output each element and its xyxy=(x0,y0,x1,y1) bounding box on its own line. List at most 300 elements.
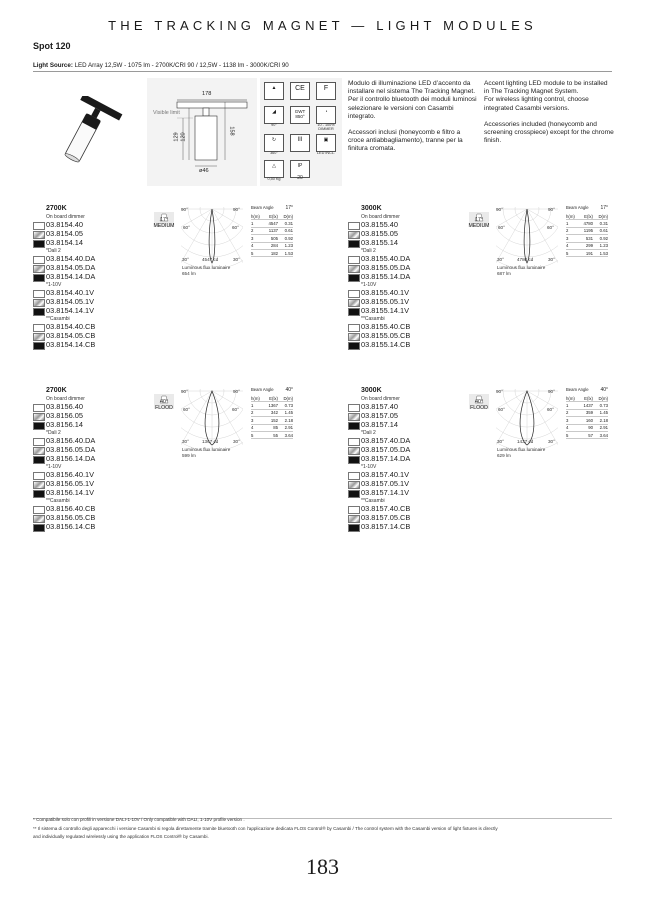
table-cell: 1437 xyxy=(583,403,593,409)
beam-angle-label: 17° xyxy=(475,217,483,223)
section-title: THE TRACKING MAGNET — LIGHT MODULES xyxy=(108,18,537,33)
table-cell: 0.92 xyxy=(599,235,608,241)
table-row xyxy=(251,235,293,242)
polar-label-90-right: 90° xyxy=(233,389,240,394)
table-row xyxy=(251,228,293,235)
table-row xyxy=(566,432,608,439)
polar-label-90-right: 90° xyxy=(233,207,240,212)
table-row xyxy=(566,402,608,409)
table-cell: 0.73 xyxy=(284,403,293,409)
dim-129: 129 xyxy=(173,132,180,142)
table-cell: 3 xyxy=(251,417,254,423)
finish-swatch xyxy=(33,413,45,422)
finish-swatch xyxy=(348,231,360,240)
ip-value: 20 xyxy=(297,175,303,181)
product-code: 03.8157.14.DA xyxy=(361,454,411,463)
table-row xyxy=(566,228,608,235)
peak-intensity: 4547 cd xyxy=(202,257,219,262)
class-iii-icon: III xyxy=(290,134,310,152)
light-source-text: LED Array 12,5W - 1075 lm - 2700K/CRI 90 / 12,5W - 1138 lm - 3000K/CRI 90 xyxy=(72,62,289,69)
peak-intensity: 1367 cd xyxy=(202,439,219,444)
table-cell: 3.64 xyxy=(599,432,608,438)
table-cell: 1.45 xyxy=(284,410,293,416)
table-cell: 1137 xyxy=(268,228,278,234)
table-cell: 531 xyxy=(585,235,593,241)
f-mark-icon: F xyxy=(316,82,336,100)
dim-158: 158 xyxy=(228,126,235,136)
finish-swatch xyxy=(33,472,45,481)
spot-angle-icon: ▲ xyxy=(264,82,284,100)
table-cell: 3 xyxy=(251,235,254,241)
light-source-label: Light Source: xyxy=(33,62,73,69)
finish-swatch xyxy=(33,515,45,524)
finish-swatch xyxy=(33,481,45,490)
beam-name-label: MEDIUM xyxy=(468,223,490,229)
product-code: 03.8157.05.1V xyxy=(361,479,410,488)
finish-swatch xyxy=(348,308,360,317)
product-code: 03.8154.14.CB xyxy=(46,340,96,349)
polar-label-60-left: 60° xyxy=(498,407,505,412)
table-cell: 5 xyxy=(251,432,254,438)
table-row xyxy=(251,250,293,257)
product-code: 03.8155.05 xyxy=(361,229,398,238)
led-icon: ▣ xyxy=(316,134,336,152)
product-code: 03.8154.14.1V xyxy=(46,306,95,315)
table-column-header: h(m) xyxy=(251,213,260,219)
table-cell: 182 xyxy=(270,250,278,256)
table-cell: 0.31 xyxy=(284,221,293,227)
page-number: 183 xyxy=(306,854,339,879)
product-code: 03.8155.05.DA xyxy=(361,263,411,272)
product-code: 03.8157.14 xyxy=(361,420,398,429)
finish-swatch xyxy=(348,524,360,533)
variant-block xyxy=(348,205,628,385)
group-label: *Dali 2 xyxy=(361,430,376,436)
product-code: 03.8156.40.CB xyxy=(46,504,96,513)
desc-en-2: For wireless lighting control, choose integrated Casambi versions. xyxy=(484,96,589,112)
product-code: 03.8156.05.DA xyxy=(46,445,96,454)
beam-name-label: FLOOD xyxy=(155,405,173,411)
table-column-header: E(lx) xyxy=(269,213,278,219)
product-code: 03.8156.14.DA xyxy=(46,454,96,463)
product-code: 03.8156.05.CB xyxy=(46,513,96,522)
certification-icons xyxy=(260,78,342,186)
finish-swatch xyxy=(348,438,360,447)
table-cell: 299 xyxy=(585,243,593,249)
table-cell: 1 xyxy=(251,221,254,227)
table-row xyxy=(251,432,293,439)
beam-angle-value: 40° xyxy=(600,387,608,393)
polar-label-90-right: 90° xyxy=(548,389,555,394)
tilt-label: 90° xyxy=(271,123,277,127)
table-cell: 284 xyxy=(270,243,278,249)
table-cell: 4 xyxy=(251,243,254,249)
product-code: 03.8154.05 xyxy=(46,229,83,238)
table-cell: 191 xyxy=(585,250,593,256)
product-code: 03.8156.14.1V xyxy=(46,488,95,497)
table-cell: 1 xyxy=(566,221,569,227)
table-cell: 1 xyxy=(251,403,254,409)
finish-swatch xyxy=(348,490,360,499)
on-board-dimmer-label: On board dimmer xyxy=(361,396,400,402)
product-code: 03.8155.40 xyxy=(361,220,398,229)
table-cell: 5 xyxy=(251,250,254,256)
group-label: *Dali 2 xyxy=(361,248,376,254)
table-row xyxy=(566,410,608,417)
product-code: 03.8156.40.DA xyxy=(46,436,96,445)
table-cell: 0.92 xyxy=(284,235,293,241)
table-row xyxy=(566,235,608,242)
rotation-label: 360° xyxy=(270,151,278,155)
finish-swatch xyxy=(348,472,360,481)
finish-swatch xyxy=(33,324,45,333)
table-cell: 5 xyxy=(566,432,569,438)
table-cell: 2.91 xyxy=(599,425,608,431)
ce-icon: CE xyxy=(290,82,310,100)
dimmer-icon: ◔ xyxy=(316,106,336,124)
product-code: 03.8155.05.1V xyxy=(361,297,410,306)
table-row xyxy=(566,425,608,432)
product-code: 03.8154.14 xyxy=(46,238,83,247)
table-cell: 1.23 xyxy=(599,243,608,249)
polar-label-60-left: 60° xyxy=(183,407,190,412)
table-column-header: h(m) xyxy=(566,213,575,219)
description-italian xyxy=(348,80,478,162)
product-code: 03.8156.05.1V xyxy=(46,479,95,488)
on-board-dimmer-label: On board dimmer xyxy=(46,214,85,220)
group-label: *1-10V xyxy=(361,282,377,288)
polar-label-60-left: 60° xyxy=(183,225,190,230)
product-code: 03.8154.40 xyxy=(46,220,83,229)
finish-swatch xyxy=(348,299,360,308)
illuminance-table xyxy=(251,205,293,257)
finish-swatch xyxy=(348,422,360,431)
product-code: 03.8155.40.DA xyxy=(361,254,411,263)
table-column-header: E(lx) xyxy=(584,395,593,401)
desc-en-3: Accessories included (honeycomb and screening crosspiece) except for the chrome finish. xyxy=(484,120,614,145)
finish-swatch xyxy=(348,256,360,265)
group-label: *1-10V xyxy=(46,464,62,470)
finish-swatch xyxy=(348,274,360,283)
luminous-flux-label: Luminous flux luminaire xyxy=(182,265,231,270)
illuminance-table xyxy=(566,387,608,439)
visible-limit-label: Visible limit xyxy=(153,110,180,116)
group-label: *1-10V xyxy=(361,464,377,470)
polar-label-30-left: 30° xyxy=(182,257,189,262)
product-code: 03.8154.40.DA xyxy=(46,254,96,263)
product-code: 03.8155.14 xyxy=(361,238,398,247)
finish-swatch xyxy=(33,342,45,351)
on-board-dimmer-label: On board dimmer xyxy=(361,214,400,220)
variant-block xyxy=(33,387,313,567)
product-code: 03.8154.40.CB xyxy=(46,322,96,331)
finish-swatch xyxy=(33,506,45,515)
finish-swatch xyxy=(348,240,360,249)
polar-label-90-left: 90° xyxy=(181,389,188,394)
beam-angle-value: 17° xyxy=(600,205,608,211)
description-english xyxy=(484,80,614,153)
table-cell: 5 xyxy=(566,250,569,256)
group-label: *Dali 2 xyxy=(46,248,61,254)
finish-swatch xyxy=(348,404,360,413)
finish-swatch xyxy=(33,447,45,456)
finish-swatch xyxy=(33,222,45,231)
table-cell: 57 xyxy=(588,432,593,438)
table-cell: 4 xyxy=(251,425,254,431)
table-row xyxy=(566,417,608,424)
table-cell: 4 xyxy=(566,425,569,431)
table-row xyxy=(251,220,293,227)
table-cell: 0.61 xyxy=(599,228,608,234)
polar-label-90-right: 90° xyxy=(548,207,555,212)
illuminance-table xyxy=(566,205,608,257)
tilt-icon: ◢ xyxy=(264,106,284,124)
product-code: 03.8154.14.DA xyxy=(46,272,96,281)
table-cell: 55 xyxy=(273,432,278,438)
table-cell: 85 xyxy=(273,425,278,431)
product-image xyxy=(60,96,130,176)
finish-swatch xyxy=(348,333,360,342)
variant-block xyxy=(348,387,628,567)
polar-label-30-left: 30° xyxy=(182,439,189,444)
product-code: 03.8154.05.1V xyxy=(46,297,95,306)
beam-name-label: FLOOD xyxy=(470,405,488,411)
table-cell: 1.23 xyxy=(284,243,293,249)
table-column-header: h(m) xyxy=(251,395,260,401)
table-cell: 1.53 xyxy=(284,250,293,256)
weight-icon: △ xyxy=(264,160,284,178)
finish-swatch xyxy=(33,404,45,413)
table-cell: 4547 xyxy=(268,221,278,227)
polar-label-30-right: 30° xyxy=(233,439,240,444)
desc-it-2: Per il controllo bluetooth dei moduli luminosi selezionare le versioni con Casambi integrato. xyxy=(348,96,477,120)
beam-angle-label: 40° xyxy=(475,399,483,405)
polar-label-60-right: 60° xyxy=(232,225,239,230)
luminous-flux-value: 629 lm xyxy=(497,453,511,458)
table-cell: 4 xyxy=(566,243,569,249)
finish-swatch xyxy=(33,274,45,283)
product-code: 03.8156.40 xyxy=(46,402,83,411)
table-row xyxy=(566,220,608,227)
table-cell: 505 xyxy=(270,235,278,241)
finish-swatch xyxy=(33,490,45,499)
beam-angle-header: Beam Angle xyxy=(566,387,589,392)
table-header-row xyxy=(566,395,608,402)
illuminance-table xyxy=(251,387,293,439)
product-code: 03.8157.14.CB xyxy=(361,522,411,531)
finish-swatch xyxy=(348,515,360,524)
product-code: 03.8155.40.1V xyxy=(361,288,410,297)
finish-swatch xyxy=(33,256,45,265)
table-row xyxy=(251,243,293,250)
polar-label-90-left: 90° xyxy=(181,207,188,212)
table-cell: 1.45 xyxy=(599,410,608,416)
product-code: 03.8154.05.DA xyxy=(46,263,96,272)
table-row xyxy=(251,410,293,417)
product-code: 03.8157.05.DA xyxy=(361,445,411,454)
table-title-row xyxy=(566,387,608,395)
table-column-header: E(lx) xyxy=(269,395,278,401)
polar-label-30-right: 30° xyxy=(233,257,240,262)
table-title-row xyxy=(251,387,293,395)
beam-angle-header: Beam Angle xyxy=(251,387,274,392)
ip-label: IP xyxy=(297,163,303,169)
table-cell: 2.18 xyxy=(599,417,608,423)
finish-swatch xyxy=(33,231,45,240)
table-column-header: D(m) xyxy=(598,395,608,401)
product-code: 03.8154.05.CB xyxy=(46,331,96,340)
polar-label-30-left: 30° xyxy=(497,257,504,262)
dim-width: 178 xyxy=(202,91,212,97)
footnotes xyxy=(33,816,623,842)
table-cell: 1 xyxy=(566,403,569,409)
polar-label-30-right: 30° xyxy=(548,257,555,262)
cct-heading: 2700K xyxy=(46,205,67,212)
group-label: *1-10V xyxy=(46,282,62,288)
dim-diameter: ø46 xyxy=(199,168,209,174)
product-code: 03.8157.40.CB xyxy=(361,504,411,513)
table-column-header: D(m) xyxy=(283,395,293,401)
table-cell: 359 xyxy=(585,410,593,416)
product-code: 03.8157.14.1V xyxy=(361,488,410,497)
table-row xyxy=(251,425,293,432)
table-cell: 1195 xyxy=(583,228,593,234)
table-row xyxy=(251,402,293,409)
group-label: **Casambi xyxy=(361,498,385,504)
product-code: 03.8156.14.CB xyxy=(46,522,96,531)
finish-swatch xyxy=(348,342,360,351)
polar-label-30-left: 30° xyxy=(497,439,504,444)
gwt-icon: GWT 850° xyxy=(290,106,310,124)
polar-label-90-left: 90° xyxy=(496,207,503,212)
desc-it-1: Modulo di illuminazione LED d’accento da installare nel sistema The Tracking Magnet. xyxy=(348,80,476,96)
polar-label-90-left: 90° xyxy=(496,389,503,394)
finish-swatch xyxy=(33,422,45,431)
finish-swatch xyxy=(348,447,360,456)
rotation-icon: ↻ xyxy=(264,134,284,152)
table-cell: 3 xyxy=(566,417,569,423)
finish-swatch xyxy=(33,438,45,447)
finish-swatch xyxy=(348,265,360,274)
table-cell: 4780 xyxy=(583,221,593,227)
header-rule xyxy=(33,71,612,72)
product-code: 03.8157.40.1V xyxy=(361,470,410,479)
desc-en-1: Accent lighting LED module to be installed in The Tracking Magnet System. xyxy=(484,80,608,96)
table-cell: 2 xyxy=(566,410,569,416)
finish-swatch xyxy=(348,413,360,422)
footnote-3: and individually regulated wirelessly using the application FLOS Control® by Casambi. xyxy=(33,834,209,840)
luminous-flux-value: 654 lm xyxy=(182,271,196,276)
table-row xyxy=(251,417,293,424)
finish-swatch xyxy=(33,524,45,533)
product-code: 03.8156.40.1V xyxy=(46,470,95,479)
finish-swatch xyxy=(33,308,45,317)
finish-swatch xyxy=(348,324,360,333)
variant-block xyxy=(33,205,313,385)
polar-label-30-right: 30° xyxy=(548,439,555,444)
product-name: Spot 120 xyxy=(33,41,71,51)
cct-heading: 3000K xyxy=(361,205,382,212)
finish-swatch xyxy=(348,222,360,231)
table-column-header: D(m) xyxy=(598,213,608,219)
beam-angle-value: 17° xyxy=(285,205,293,211)
peak-intensity: 1437 cd xyxy=(517,439,534,444)
polar-label-60-right: 60° xyxy=(547,407,554,412)
beam-angle-value: 40° xyxy=(285,387,293,393)
footnote-1: * Compatibile solo con profili in versione DALI-1-10V / Only compatible with DALI, 1-10V profile version . xyxy=(33,817,245,822)
table-title-row xyxy=(251,205,293,213)
finish-swatch xyxy=(348,481,360,490)
finish-swatch xyxy=(348,290,360,299)
on-board-dimmer-label: On board dimmer xyxy=(46,396,85,402)
table-cell: 3.64 xyxy=(284,432,293,438)
product-code: 03.8154.40.1V xyxy=(46,288,95,297)
polar-label-60-left: 60° xyxy=(498,225,505,230)
table-header-row xyxy=(566,213,608,220)
product-code: 03.8155.14.CB xyxy=(361,340,411,349)
luminous-flux-value: 687 lm xyxy=(497,271,511,276)
product-code: 03.8156.05 xyxy=(46,411,83,420)
table-cell: 0.61 xyxy=(284,228,293,234)
luminous-flux-value: 599 lm xyxy=(182,453,196,458)
finish-swatch xyxy=(33,265,45,274)
cct-heading: 2700K xyxy=(46,387,67,394)
table-column-header: D(m) xyxy=(283,213,293,219)
group-label: **Casambi xyxy=(361,316,385,322)
desc-it-3: Accessori inclusi (honeycomb e filtro a croce antiabbagliamento), tranne per la finitura cromata. xyxy=(348,129,463,153)
table-cell: 342 xyxy=(270,410,278,416)
dim-120: 120 xyxy=(180,132,187,142)
luminous-flux-label: Luminous flux luminaire xyxy=(182,447,231,452)
table-cell: 1.53 xyxy=(599,250,608,256)
product-code: 03.8156.14 xyxy=(46,420,83,429)
group-label: **Casambi xyxy=(46,498,70,504)
finish-swatch xyxy=(33,299,45,308)
product-code: 03.8155.05.CB xyxy=(361,331,411,340)
weight-label: 0,50 Kg xyxy=(267,177,281,181)
table-cell: 2 xyxy=(566,228,569,234)
peak-intensity: 4780 cd xyxy=(517,257,534,262)
polar-label-60-right: 60° xyxy=(232,407,239,412)
beam-name-label: MEDIUM xyxy=(153,223,175,229)
group-label: *Dali 2 xyxy=(46,430,61,436)
finish-swatch xyxy=(33,290,45,299)
table-cell: 160 xyxy=(585,417,593,423)
table-column-header: h(m) xyxy=(566,395,575,401)
group-label: **Casambi xyxy=(46,316,70,322)
technical-drawing xyxy=(147,78,257,186)
table-title-row xyxy=(566,205,608,213)
luminous-flux-label: Luminous flux luminaire xyxy=(497,265,546,270)
table-cell: 90 xyxy=(588,425,593,431)
product-code: 03.8155.14.1V xyxy=(361,306,410,315)
table-cell: 0.73 xyxy=(599,403,608,409)
table-row xyxy=(566,243,608,250)
table-cell: 2.18 xyxy=(284,417,293,423)
table-header-row xyxy=(251,213,293,220)
polar-label-60-right: 60° xyxy=(547,225,554,230)
finish-swatch xyxy=(33,240,45,249)
led-label: LED INCL. xyxy=(316,151,336,155)
product-code: 03.8157.05.CB xyxy=(361,513,411,522)
product-code: 03.8155.40.CB xyxy=(361,322,411,331)
table-cell: 2 xyxy=(251,228,254,234)
finish-swatch xyxy=(33,333,45,342)
finish-swatch xyxy=(33,456,45,465)
beam-angle-header: Beam Angle xyxy=(251,205,274,210)
luminous-flux-label: Luminous flux luminaire xyxy=(497,447,546,452)
light-source-line xyxy=(33,62,289,69)
